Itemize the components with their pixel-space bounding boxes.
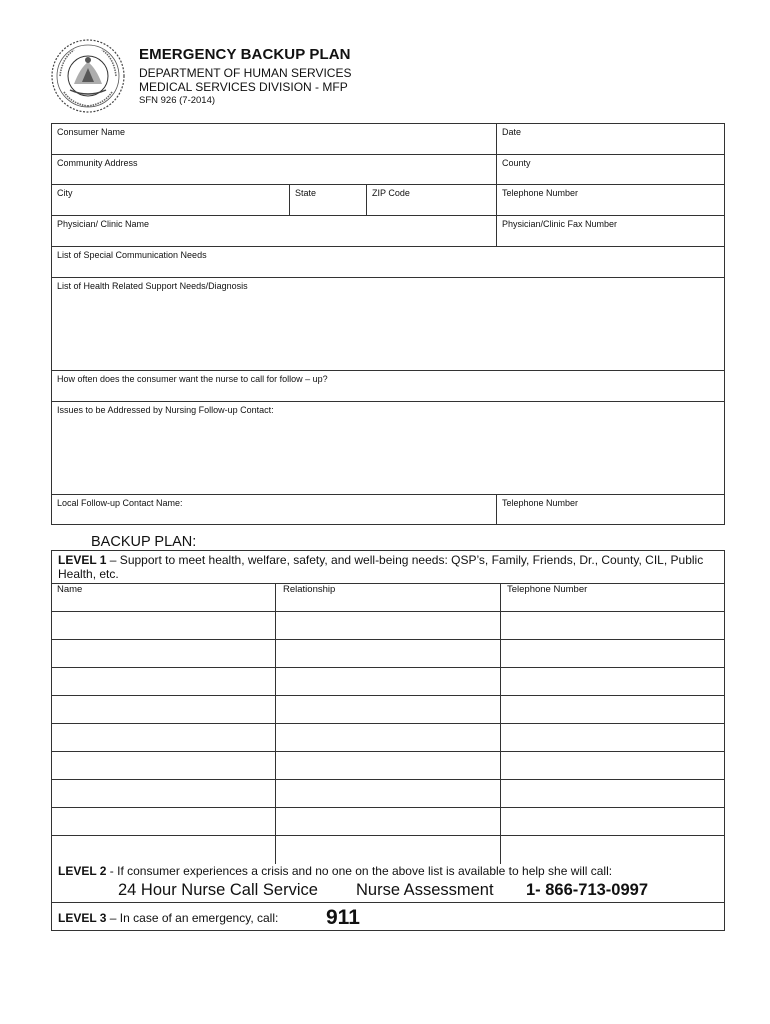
level1-description xyxy=(52,551,724,584)
contact-telephone-cell[interactable] xyxy=(501,836,724,864)
contact-relationship-cell[interactable] xyxy=(276,780,501,807)
date-field[interactable] xyxy=(497,124,724,154)
division-name: MEDICAL SERVICES DIVISION - MFP xyxy=(139,80,348,94)
level2-section xyxy=(52,864,724,903)
contact-relationship-cell[interactable] xyxy=(276,612,501,639)
level1-label: LEVEL 1 xyxy=(58,553,107,567)
form-number: SFN 926 (7-2014) xyxy=(139,95,216,106)
contact-relationship-cell[interactable] xyxy=(276,724,501,751)
contact-name-cell[interactable] xyxy=(52,836,276,864)
contact-row xyxy=(52,696,724,724)
contact-row xyxy=(52,668,724,696)
contact-relationship-cell[interactable] xyxy=(276,696,501,723)
level3-text: – In case of an emergency, call: xyxy=(106,911,279,925)
emergency-number: 911 xyxy=(326,906,360,929)
county-field[interactable] xyxy=(497,155,724,184)
health-needs-label: List of Health Related Support Needs/Diagnosis xyxy=(57,281,248,291)
consumer-name-field[interactable] xyxy=(52,124,497,154)
contact-telephone-cell[interactable] xyxy=(501,780,724,807)
contact-row xyxy=(52,640,724,668)
service-type: Nurse Assessment xyxy=(356,881,494,899)
contact-name-cell[interactable] xyxy=(52,612,276,639)
consumer-name-label: Consumer Name xyxy=(57,127,126,137)
level3-section xyxy=(52,903,724,933)
contact-row xyxy=(52,612,724,640)
communication-needs-label: List of Special Communication Needs xyxy=(57,250,207,260)
local-contact-phone-label: Telephone Number xyxy=(502,498,579,508)
telephone-column-header: Telephone Number xyxy=(507,584,588,595)
telephone-label: Telephone Number xyxy=(502,188,579,198)
community-address-field[interactable] xyxy=(52,155,497,184)
contact-telephone-cell[interactable] xyxy=(501,808,724,835)
service-phone: 1- 866-713-0997 xyxy=(526,881,649,899)
local-contact-phone-field[interactable] xyxy=(497,495,724,525)
level2-label: LEVEL 2 xyxy=(58,864,107,878)
contact-telephone-cell[interactable] xyxy=(501,752,724,779)
health-needs-field[interactable] xyxy=(52,278,724,371)
contact-name-cell[interactable] xyxy=(52,808,276,835)
contact-telephone-cell[interactable] xyxy=(501,696,724,723)
contact-row xyxy=(52,752,724,780)
follow-up-frequency-label: How often does the consumer want the nurse to call for follow – up? xyxy=(57,374,328,384)
contact-telephone-cell[interactable] xyxy=(501,612,724,639)
state-seal-icon xyxy=(50,38,126,114)
service-name: 24 Hour Nurse Call Service xyxy=(118,881,318,899)
contact-row xyxy=(52,808,724,836)
contact-telephone-cell[interactable] xyxy=(501,724,724,751)
date-label: Date xyxy=(502,127,522,137)
local-contact-label: Local Follow-up Contact Name: xyxy=(57,498,183,508)
contact-relationship-cell[interactable] xyxy=(276,808,501,835)
backup-plan-title: BACKUP PLAN: xyxy=(91,534,197,550)
form-title: EMERGENCY BACKUP PLAN xyxy=(139,46,351,63)
contact-name-cell[interactable] xyxy=(52,696,276,723)
telephone-field[interactable] xyxy=(497,185,724,215)
level3-label: LEVEL 3 xyxy=(58,911,107,925)
county-label: County xyxy=(502,158,531,168)
department-name: DEPARTMENT OF HUMAN SERVICES xyxy=(139,66,352,80)
contact-relationship-cell[interactable] xyxy=(276,640,501,667)
local-contact-field[interactable] xyxy=(52,495,497,525)
contact-name-cell[interactable] xyxy=(52,724,276,751)
contact-name-cell[interactable] xyxy=(52,780,276,807)
contact-telephone-cell[interactable] xyxy=(501,640,724,667)
state-field[interactable] xyxy=(290,185,367,215)
level1-text: – Support to meet health, welfare, safety, and well-being needs: QSP’s, Family, Friends, Dr., County, CIL, Public Health, etc. xyxy=(58,553,704,581)
contact-telephone-cell[interactable] xyxy=(501,668,724,695)
city-field[interactable] xyxy=(52,185,290,215)
issues-label: Issues to be Addressed by Nursing Follow-up Contact: xyxy=(57,405,274,415)
community-address-label: Community Address xyxy=(57,158,138,168)
contact-name-cell[interactable] xyxy=(52,668,276,695)
relationship-column-header: Relationship xyxy=(283,584,336,595)
communication-needs-field[interactable] xyxy=(52,247,724,278)
follow-up-frequency-field[interactable] xyxy=(52,371,724,402)
zip-field[interactable] xyxy=(367,185,497,215)
state-label: State xyxy=(295,188,317,198)
contact-row xyxy=(52,724,724,752)
physician-name-field[interactable] xyxy=(52,216,497,246)
physician-fax-label: Physician/Clinic Fax Number xyxy=(502,219,618,229)
backup-plan-table xyxy=(51,550,725,931)
contact-header-row xyxy=(52,584,724,612)
zip-label: ZIP Code xyxy=(372,188,410,198)
contact-name-cell[interactable] xyxy=(52,752,276,779)
physician-fax-field[interactable] xyxy=(497,216,724,246)
contact-row xyxy=(52,836,724,864)
contact-name-cell[interactable] xyxy=(52,640,276,667)
consumer-info-table xyxy=(51,123,725,525)
contact-relationship-cell[interactable] xyxy=(276,668,501,695)
contact-relationship-cell[interactable] xyxy=(276,836,501,864)
level2-text: - If consumer experiences a crisis and no one on the above list is available to help she will call: xyxy=(106,864,613,878)
name-column-header: Name xyxy=(57,584,83,595)
issues-field[interactable] xyxy=(52,402,724,495)
contact-relationship-cell[interactable] xyxy=(276,752,501,779)
physician-name-label: Physician/ Clinic Name xyxy=(57,219,150,229)
contact-row xyxy=(52,780,724,808)
city-label: City xyxy=(57,188,73,198)
